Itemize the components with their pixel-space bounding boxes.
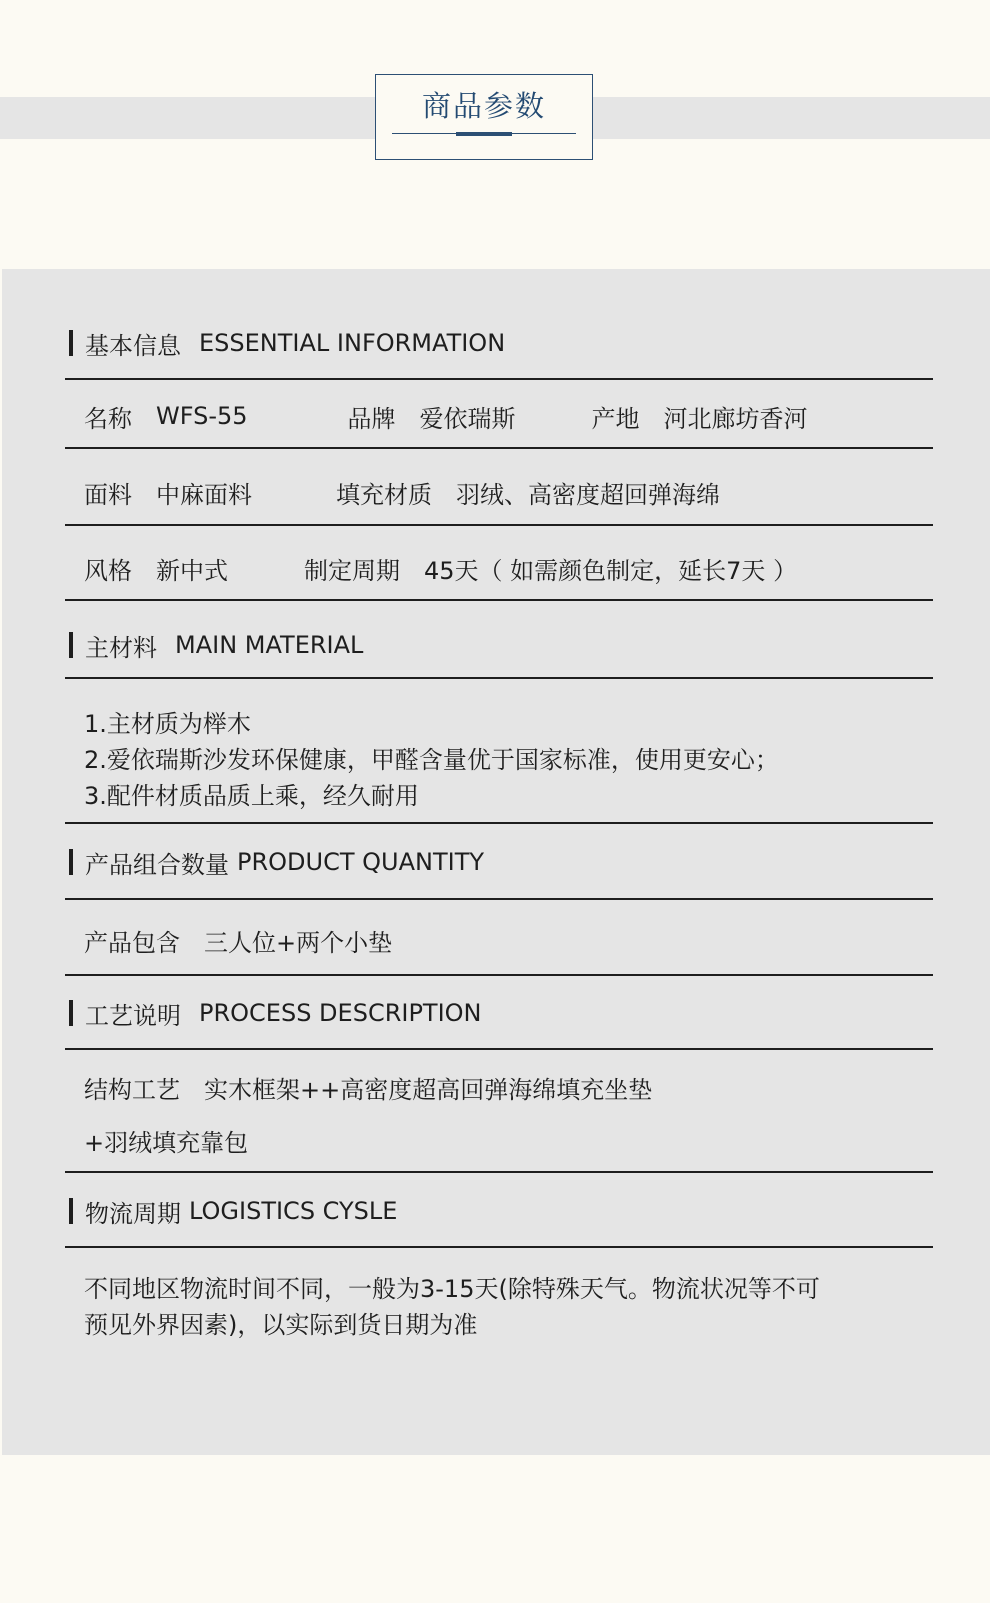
heading-zh: 主材料 [85, 633, 157, 662]
heading-bar [69, 1198, 73, 1224]
process-value-continued: +羽绒填充靠包 [84, 1128, 249, 1157]
heading-zh: 工艺说明 [85, 1001, 181, 1030]
period-label: 制定周期 [304, 556, 400, 585]
section-heading-basic [69, 327, 505, 359]
style-value: 新中式 [156, 556, 228, 585]
section-heading-quantity [69, 846, 484, 878]
heading-zh: 产品组合数量 [85, 850, 229, 879]
quantity-label: 产品包含 [84, 928, 180, 957]
heading-en: PROCESS DESCRIPTION [199, 999, 482, 1027]
heading-en: MAIN MATERIAL [175, 631, 364, 659]
process-row-continued [84, 1124, 248, 1156]
title-box [375, 74, 593, 160]
logistics-line: 不同地区物流时间不同，一般为3-15天(除特殊天气。物流状况等不可 [84, 1275, 820, 1303]
heading-bar [69, 1000, 73, 1026]
section-heading-process [69, 997, 482, 1029]
name-label: 名称 [84, 404, 132, 433]
page-title: 商品参数 [421, 89, 546, 123]
divider [65, 677, 933, 679]
title-underline-accent [456, 132, 512, 136]
quantity-row [84, 924, 392, 956]
process-row [84, 1071, 652, 1103]
spec-row-1 [84, 400, 808, 432]
heading-bar [69, 632, 73, 658]
brand-label: 品牌 [347, 404, 396, 433]
logistics-line: 预见外界因素)，以实际到货日期为准 [84, 1311, 478, 1339]
spec-row-2 [84, 476, 720, 508]
divider [65, 1048, 933, 1050]
heading-en: PRODUCT QUANTITY [237, 848, 485, 876]
style-label: 风格 [84, 556, 132, 585]
spec-row-3 [84, 552, 797, 584]
fabric-label: 面料 [84, 480, 132, 509]
divider [65, 447, 933, 449]
divider [65, 1246, 933, 1248]
logistics-text [84, 1271, 820, 1343]
origin-label: 产地 [591, 404, 640, 433]
filling-value: 羽绒、高密度超回弹海绵 [456, 480, 720, 509]
section-heading-material [69, 629, 363, 661]
filling-label: 填充材质 [336, 480, 432, 509]
material-line: 3.配件材质品质上乘，经久耐用 [84, 782, 419, 810]
divider [65, 524, 933, 526]
heading-en: LOGISTICS CYSLE [189, 1197, 398, 1225]
heading-bar [69, 849, 73, 875]
heading-zh: 物流周期 [85, 1199, 181, 1228]
material-list [84, 706, 779, 814]
divider [65, 822, 933, 824]
divider [65, 974, 933, 976]
process-value: 实木框架++高密度超高回弹海绵填充坐垫 [204, 1075, 653, 1104]
origin-value: 河北廊坊香河 [663, 404, 808, 433]
heading-en: ESSENTIAL INFORMATION [199, 329, 506, 357]
section-heading-logistics [69, 1195, 397, 1227]
heading-zh: 基本信息 [85, 331, 181, 360]
divider [65, 599, 933, 601]
heading-bar [69, 330, 73, 356]
divider [65, 378, 933, 380]
quantity-value: 三人位+两个小垫 [204, 928, 393, 957]
divider [65, 1171, 933, 1173]
process-label: 结构工艺 [84, 1075, 180, 1104]
material-line: 2.爱依瑞斯沙发环保健康，甲醛含量优于国家标准，使用更安心； [84, 746, 779, 774]
divider [65, 898, 933, 900]
brand-value: 爱依瑞斯 [419, 404, 516, 433]
fabric-value: 中麻面料 [156, 480, 252, 509]
name-value: WFS-55 [156, 402, 248, 430]
material-line: 1.主材质为榉木 [84, 710, 251, 738]
period-value: 45天（ 如需颜色制定，延长7天 ） [424, 556, 798, 585]
